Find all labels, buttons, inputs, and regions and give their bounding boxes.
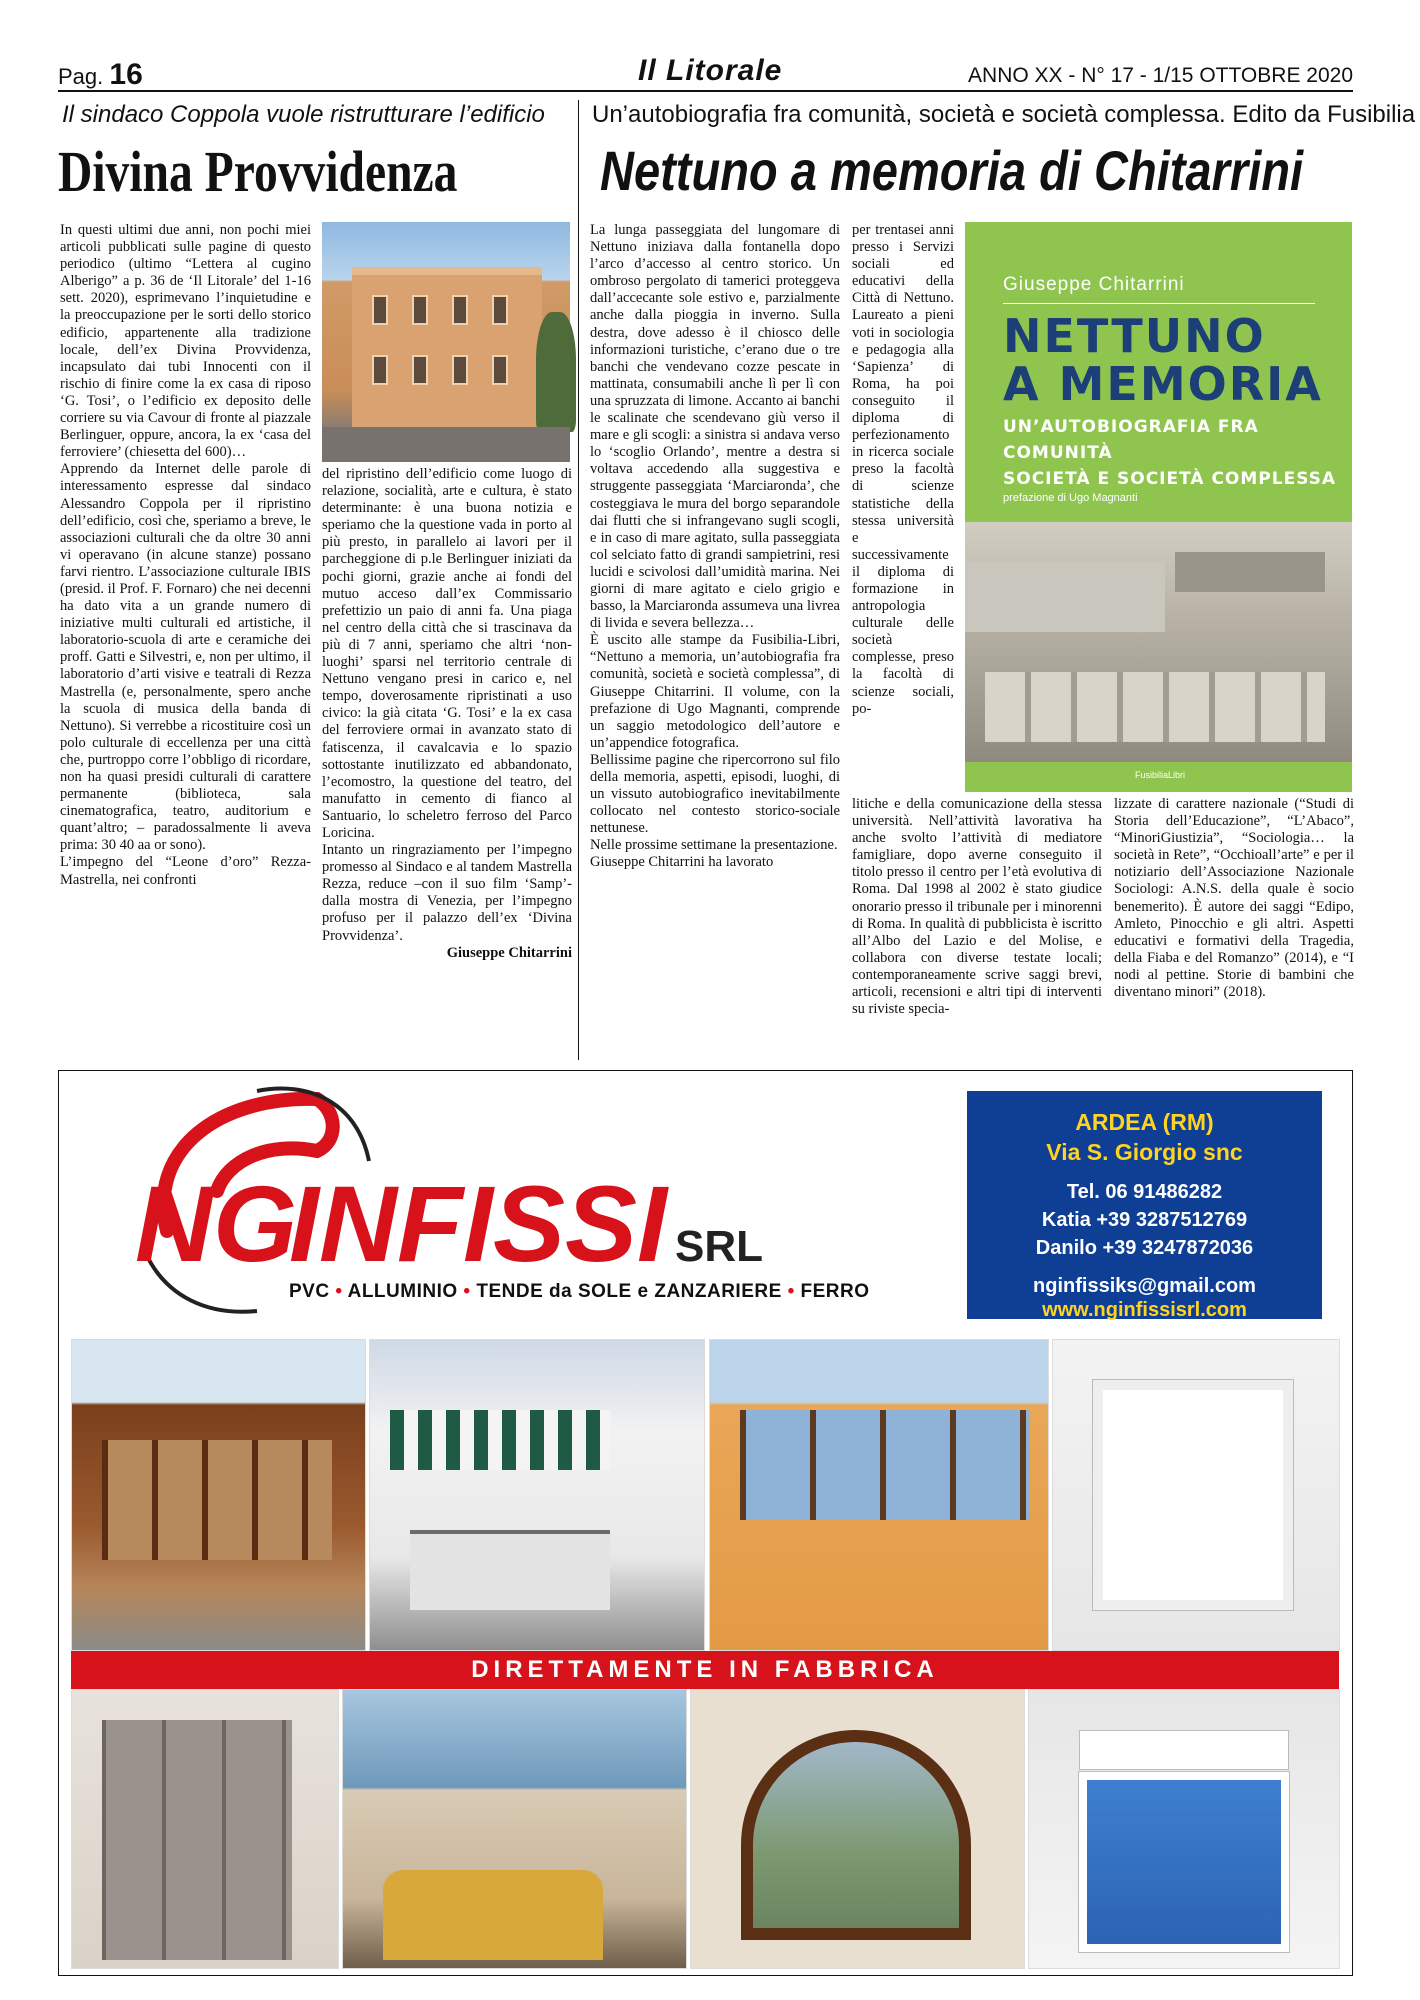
brand-suffix: SRL (675, 1222, 763, 1271)
product-photo-roller-shutter (1028, 1689, 1340, 1969)
advertisement (58, 1070, 1353, 1976)
brand-mark: NG (135, 1163, 297, 1284)
right-article-column-2-narrow (852, 222, 954, 792)
paragraph: La lunga passeggiata del lungomare di Nettuno iniziava dalla fontanella dopo l’arco d’accesso al centro storico. Un ombroso pergolato di tamerici proteggeva dall’accecante sole estivo e, parzialmente anche dalla pioggia in inverno. Sulla destra, dove adesso è il chiosco delle informazioni turistiche, c’erano due o tre banchi che vendevano cozze pescate in mattinata, consumabili anche lì per lì con una spruzzata di limone. Accanto ai banchi le scalinate che scendevano giù verso il mare e gli scogli: a sinistra si andava verso lo ‘scoglio Orlando’, mentre a destra si voltava accedendo alla suggestiva e struggente passeggiata ‘Marciaronda’, che costeggiava le mura del borgo separandole dai flutti che si infrangevano sugli scogli, e in caso di mare agitato, sulla passeggiata col selciato fatto di grandi sampietrini, resi lucidi e scivolosi dall’umidità marina. Nei giorni di mare agitato e cielo grigio e basso, la Marciaronda assumeva una livrea di livida e severa bellezza… (590, 222, 840, 632)
right-article-column-2-lower (852, 796, 1102, 1054)
paragraph: litiche e della comunicazione della stessa università. Nell’attività lavorativa ha anche svolto l’attività di mediatore famigliare, dopo averne conseguito il titolo presso il centro per l’età evolutiva di Roma. Dal 1998 al 2002 è stato giudice onorario presso il tribunale per i minorenni di Roma. In qualità di pubblicista è iscritto all’Albo del Lazio e del Molise, e collabora con diverse testate locali; contemporaneamente scrive saggi brevi, articoli, recensioni e altri tipi di interventi su riviste specia- (852, 796, 1102, 1018)
paragraph: per trentasei anni presso i Servizi sociali ed educativi della Città di Nettuno. Laureato a pieni voti in sociologia e pedagogia alla ‘Sapienza’ di Roma, ha poi conseguito il diploma di perfezionamento in ricerca sociale preso la facoltà di scienze statistiche della stessa università e successivamente il diploma di formazione in antropologia culturale delle società complesse, preso la facoltà di scienze sociali, po- (852, 222, 954, 717)
paragraph: Intanto un ringraziamento per l’impegno promesso al Sindaco e al tandem Mastrella Rezza, reduce –con il suo film ‘Samp’- dalla mostra di Venezia, per l’impegno profuso per il palazzo dell’ex ‘Divina Provvidenza’. (322, 842, 572, 944)
city: ARDEA (RM) (1075, 1109, 1214, 1135)
ad-banner: DIRETTAMENTE IN FABBRICA (71, 1651, 1339, 1689)
building-facade (352, 267, 542, 427)
newspaper-name: Il Litorale (638, 54, 783, 87)
paragraph: Giuseppe Chitarrini ha lavorato (590, 854, 774, 871)
right-article-column-3 (1114, 796, 1354, 1054)
street (322, 427, 570, 462)
website-link[interactable]: www.nginfissisrl.com (1042, 1299, 1247, 1321)
telephone: Tel. 06 91486282 (1066, 1181, 1223, 1203)
tree (536, 312, 576, 432)
book-title: NETTUNO A MEMORIA (1003, 309, 1323, 411)
paragraph: In questi ultimi due anni, non pochi miei articoli pubblicati sulle pagine di questo periodico (ultimo “Lettera al cugino Alberigo” a p. 36 de ‘Il Litorale’ del 1-16 sett. 2020), esprimevano l’inquietudine e la preoccupazione per le sorti dello storico edificio, appartenente alla tradizione locale, dell’ex Divina Provvidenza, incapsulato dai tubi Innocenti con il rischio di finire come la ex casa di riposo ‘G. Tosi’, o l’edificio ex deposito delle corriere su via Cavour di fronte al piazzale Berlinguer, oppure, ancora, la ex ‘casa del ferroviere’ (chiesetta del 600)… (60, 222, 311, 461)
masthead (58, 56, 1353, 92)
book-cover (965, 222, 1352, 792)
paragraph: Bellissime pagine che ripercorrono sul filo della memoria, aspetti, episodi, luoghi, di un vissuto autobiografico inevitabilmente collocato nel contesto storico-sociale nettunese. (590, 751, 840, 837)
left-article-column-2 (322, 466, 572, 1054)
product-photo-veranda (71, 1339, 366, 1651)
product-photo-screen-door (71, 1689, 339, 1969)
paragraph: L’impegno del “Leone d’oro” Rezza-Mastrella, nei confronti (60, 854, 311, 888)
right-article-headline: Nettuno a memoria di Chitarrini (600, 139, 1304, 202)
page-number: Pag. 16 (58, 58, 143, 91)
phone-danilo: Danilo +39 3247872036 (1035, 1237, 1254, 1259)
paragraph: Apprendo da Internet delle parole di interessamento espresse dal sindaco Alessandro Coppola per il ripristino dell’edificio, così che, speriamo a breve, le associazioni culturali che da oltre 30 anni vi operavano (in alcune stanze) possano farvi rientro. L’associazione culturale IBIS (presid. il Prof. F. Fornaro) che nei decenni ha dato vita a un grande numero di iniziative multi culturali ed artistiche, il laboratorio-scuola di arte e ceramiche dei proff. Gatti e Silvestri, e, non per ultimo, il laboratorio d’arti visive e teatrali di Rezza Mastrella (e, personalmente, spero anche la scuola di musica della banda di Nettuno). Si verrebbe a ricostituire così un polo culturale di eccellenza per una città che, purtroppo corre l’obbligo di ricordare, non ha quasi presidi culturali di carattere permanente (biblioteca, sala cinematografica, teatro, auditorium e quant’altro; – paradossalmente li aveva prima: 30 40 aa or sono). (60, 461, 311, 854)
product-photo-white-window (1052, 1339, 1340, 1651)
paragraph: del ripristino dell’edificio come luogo di relazione, socialità, arte e cultura, è stato determinante: è una buona notizia e speriamo che la questione vada in porto al più presto, in parallelo ai lavori per il parcheggione di p.le Berlinguer iniziati da pochi giorni, grazie anche ai fondi del mutuo acceso dall’ex Commissario prefettizio un paio di anni fa. Una piaga nel centro della città che si trascinava da più di 7 anni, speriamo che altri ‘non-luoghi’ sparsi nel territorio centrale di Nettuno vengano presi in carico e, nel tempo, doverosamente ripristinati a uso civico: la già citata ‘G. Tosi’ e la ex casa del ferroviere ormai in avanzato stato di fatiscenza, il cavalcavia e lo spazio sottostante inutilizzato ed abbandonato, l’ecomostro, la questione del teatro, del manufatto in cemento di fianco al Santuario, lo scheletro ferroso del Parco Loricina. (322, 466, 572, 841)
column-divider (578, 100, 579, 1060)
paragraph: È uscito alle stampe da Fusibilia-Libri, “Nettuno a memoria, un’autobiografia fra comunità, società e società complessa”, di Giuseppe Chitarrini. Il volume, con la prefazione di Ugo Magnanti, comprende un saggio metodologico dell’autore e un’appendice fotografica. (590, 632, 840, 751)
book-author: Giuseppe Chitarrini (1003, 274, 1185, 295)
paragraph: lizzate di carattere nazionale (“Studi di Storia dell’Educazione”, “L’Abaco”, “MinoriGiustizia”, “Sociologia… la società in Rete”, “Occhioall’arte” e per il notiziario dell’Associazione Nazionale Sociologi: A.N.S. della quale è socio benemerito). È autore dei saggi “Edipo, Amleto, Pinocchio e gli altri. Aspetti educativi e formativi della Tragedia, della Fiaba e del Romanzo” (2014), e “I nodi al pettine. Storie di bambini che diventano minori” (2018). (1114, 796, 1354, 1001)
book-cover-photo (965, 522, 1352, 762)
product-photo-sea-view-room (342, 1689, 687, 1969)
product-photo-awnings (369, 1339, 705, 1651)
issue-info: ANNO XX - N° 17 - 1/15 OTTOBRE 2020 (968, 64, 1353, 87)
product-photo-glass-veranda (709, 1339, 1049, 1651)
book-subtitle: UN’AUTOBIOGRAFIA FRA COMUNITÀ SOCIETÀ E SOCIETÀ COMPLESSA (1003, 417, 1337, 489)
left-article-kicker: Il sindaco Coppola vuole ristrutturare l’edificio (62, 101, 545, 128)
right-article-column-1 (590, 222, 840, 1054)
book-publisher: FusibiliaLibri (1135, 770, 1186, 780)
building-photo (322, 222, 570, 462)
paragraph: Nelle prossime settimane la presentazione. (590, 837, 838, 854)
ad-tagline: PVC • ALLUMINIO • TENDE da SOLE e ZANZARIERE • FERRO (289, 1281, 870, 1302)
left-article-headline: Divina Provvidenza (58, 139, 458, 204)
left-article-column-1 (60, 222, 311, 1054)
right-article-kicker: Un’autobiografia fra comunità, società e società complessa. Edito da Fusibilia (592, 101, 1416, 128)
divider (1003, 303, 1315, 304)
product-photo-arched-window (690, 1689, 1025, 1969)
brand-name: INFISSI (289, 1163, 668, 1284)
signature: Giuseppe Chitarrini (446, 944, 572, 961)
book-preface: prefazione di Ugo Magnanti (1003, 492, 1138, 504)
address: Via S. Giorgio snc (1046, 1139, 1243, 1165)
contact-box (967, 1091, 1322, 1319)
phone-katia: Katia +39 3287512769 (1041, 1209, 1248, 1231)
email-link[interactable]: nginfissiks@gmail.com (1033, 1275, 1256, 1297)
